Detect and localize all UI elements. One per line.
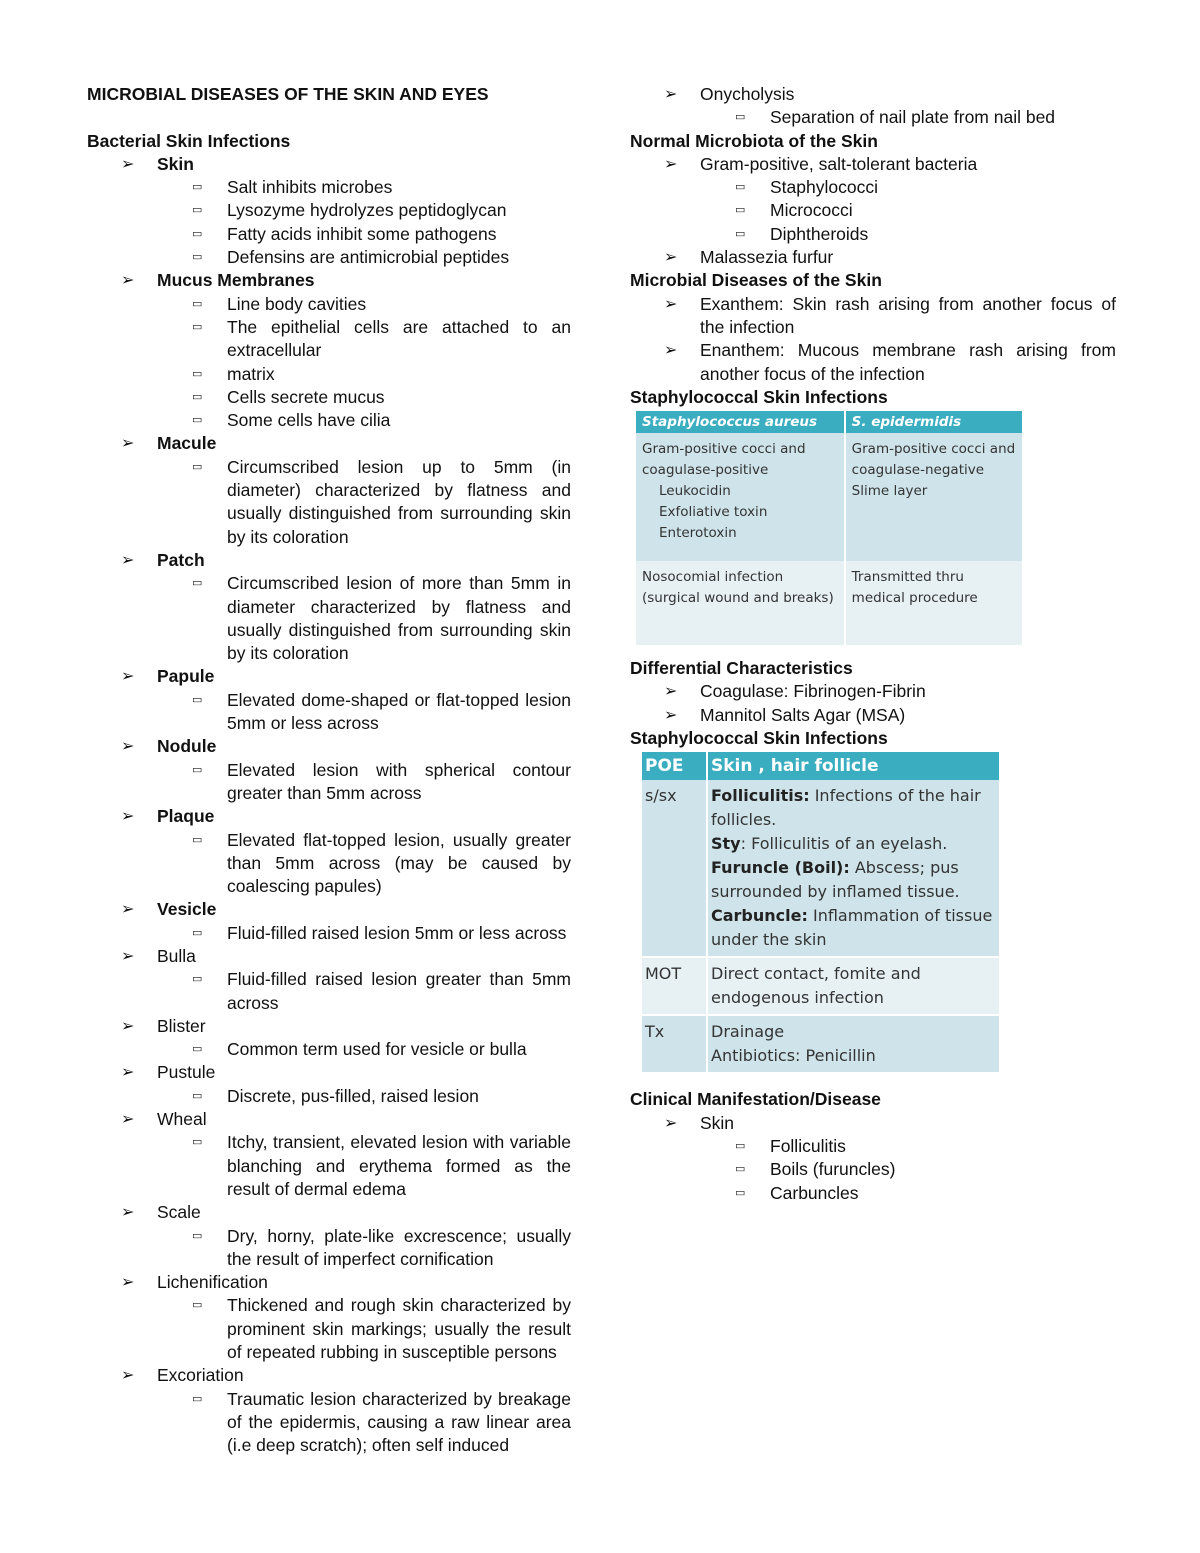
arrow-bullet-icon: ➢ xyxy=(121,1064,135,1082)
sub-list-item-label: Circumscribed lesion of more than 5mm in diameter characterized by flatness and usually distinguished from surrounding skin by its coloration xyxy=(227,573,571,664)
list-item-label: Blister xyxy=(157,1015,206,1036)
sub-list-item-label: Separation of nail plate from nail bed xyxy=(770,107,1056,128)
sub-list-item xyxy=(630,199,1116,222)
list-item-label: Coagulase: Fibrinogen-Fibrin xyxy=(700,681,926,702)
square-bullet-icon: ▭ xyxy=(735,204,746,217)
list-item-label: Nodule xyxy=(157,736,217,757)
sub-list-item xyxy=(87,1388,571,1458)
sub-list-item-label: Traumatic lesion characterized by breakage of the epidermis, causing a raw linear area (i.e deep scratch); often self induced xyxy=(227,1388,571,1456)
list-item xyxy=(630,339,1116,386)
list-item xyxy=(87,1271,571,1294)
table-row xyxy=(642,957,1000,1015)
list-item xyxy=(87,549,571,572)
arrow-bullet-icon: ➢ xyxy=(121,435,135,453)
section-heading-normal-microbiota: Normal Microbiota of the Skin xyxy=(630,130,878,151)
sub-list-item xyxy=(87,246,571,269)
sub-list-item-label: Lysozyme hydrolyzes peptidoglycan xyxy=(227,200,507,221)
list-item xyxy=(630,704,1116,727)
list-item-label: Enanthem: Mucous membrane rash arising from another focus of the infection xyxy=(700,340,1116,384)
sub-list-item-label: Elevated lesion with spherical contour greater than 5mm across xyxy=(227,759,571,803)
table-cell: Nosocomial infection (surgical wound and breaks) xyxy=(636,561,845,645)
list-item xyxy=(630,83,1116,106)
square-bullet-icon: ▭ xyxy=(192,1136,203,1149)
list-item-label: Patch xyxy=(157,549,205,570)
square-bullet-icon: ▭ xyxy=(192,460,203,473)
arrow-bullet-icon: ➢ xyxy=(121,1274,135,1292)
definition: Inflammation of tissue under the skin xyxy=(711,906,993,950)
cell-text xyxy=(711,904,996,952)
list-item-label: Skin xyxy=(700,1112,735,1133)
sub-list-item xyxy=(87,176,571,199)
square-bullet-icon: ▭ xyxy=(192,204,203,217)
list-item-label: Mannitol Salts Agar (MSA) xyxy=(700,704,906,725)
list-item xyxy=(87,153,571,176)
term: Folliculitis: xyxy=(711,786,810,806)
list-item-label: Excoriation xyxy=(157,1365,244,1386)
section-heading-differential: Differential Characteristics xyxy=(630,658,853,679)
list-item xyxy=(87,1015,571,1038)
list-item xyxy=(630,680,1116,703)
arrow-bullet-icon: ➢ xyxy=(121,155,135,173)
sub-list-item xyxy=(630,176,1116,199)
square-bullet-icon: ▭ xyxy=(192,181,203,194)
sub-list-item-label: Some cells have cilia xyxy=(227,410,391,431)
section-heading-microbial-diseases: Microbial Diseases of the Skin xyxy=(630,270,882,291)
sub-list-item-label: Micrococci xyxy=(770,200,853,221)
square-bullet-icon: ▭ xyxy=(192,227,203,240)
table-cell xyxy=(707,780,1000,957)
list-item xyxy=(87,898,571,921)
arrow-bullet-icon: ➢ xyxy=(121,272,135,290)
arrow-bullet-icon: ➢ xyxy=(664,86,678,103)
square-bullet-icon: ▭ xyxy=(735,181,746,194)
sub-list-item-label: Fluid-filled raised lesion greater than 5mm across xyxy=(227,969,571,1013)
square-bullet-icon: ▭ xyxy=(192,367,203,380)
sub-list-item-label: Elevated dome-shaped or flat-topped lesion 5mm or less across xyxy=(227,689,571,734)
arrow-bullet-icon: ➢ xyxy=(664,155,678,173)
cell-text xyxy=(711,784,996,832)
onycholysis-list xyxy=(630,83,1116,130)
left-column xyxy=(87,83,571,1458)
cell-text: Leukocidin xyxy=(659,483,731,500)
square-bullet-icon: ▭ xyxy=(192,320,203,333)
right-column xyxy=(630,83,1116,1205)
section-heading-clinical: Clinical Manifestation/Disease xyxy=(630,1089,881,1110)
square-bullet-icon: ▭ xyxy=(192,693,203,706)
list-item-label: Mucus Membranes xyxy=(157,270,315,291)
arrow-bullet-icon: ➢ xyxy=(121,808,135,826)
sub-list-item xyxy=(87,1085,571,1108)
sub-list-item xyxy=(87,386,571,409)
square-bullet-icon: ▭ xyxy=(192,973,203,986)
list-item-label: Macule xyxy=(157,433,217,454)
table-cell xyxy=(636,433,845,561)
list-item-label: Onycholysis xyxy=(700,84,795,104)
sub-list-item-label: Line body cavities xyxy=(227,293,367,314)
list-item xyxy=(87,269,571,292)
cell-text: Gram-positive cocci and coagulase-positive xyxy=(642,441,806,479)
differential-list xyxy=(630,680,1116,727)
row-key: s/sx xyxy=(642,780,707,957)
sub-list-item xyxy=(630,223,1116,246)
table-header-poe: POE xyxy=(642,752,707,780)
cell-text: Gram-positive cocci and coagulase-negative xyxy=(851,441,1016,479)
list-item xyxy=(87,1108,571,1131)
square-bullet-icon: ▭ xyxy=(192,1043,203,1056)
square-bullet-icon: ▭ xyxy=(192,251,203,264)
sub-list-item-label: The epithelial cells are attached to an extracellular xyxy=(227,316,571,361)
arrow-bullet-icon: ➢ xyxy=(121,901,135,919)
table-row xyxy=(642,1015,1000,1073)
list-item xyxy=(87,432,571,455)
table-header-s-aureus: Staphylococcus aureus xyxy=(636,411,845,433)
cell-text xyxy=(711,856,996,904)
sub-list-item-label: Thickened and rough skin characterized by prominent skin markings; usually the result of repeated rubbing in susceptible persons xyxy=(227,1295,571,1363)
section-heading-staph-1: Staphylococcal Skin Infections xyxy=(630,386,888,407)
sub-list-item xyxy=(630,1135,1116,1158)
section-heading-staph-2: Staphylococcal Skin Infections xyxy=(630,728,888,749)
table-cell xyxy=(845,433,1023,561)
normal-microbiota-list xyxy=(630,153,1116,269)
sub-list-item xyxy=(87,759,571,806)
arrow-bullet-icon: ➢ xyxy=(121,1111,135,1129)
list-item xyxy=(87,1201,571,1224)
sub-list-item-label: Staphylococci xyxy=(770,177,878,198)
bacterial-list xyxy=(87,153,571,1458)
list-item-label: Lichenification xyxy=(157,1272,268,1293)
arrow-bullet-icon: ➢ xyxy=(664,342,678,360)
table-row xyxy=(642,780,1000,957)
arrow-bullet-icon: ➢ xyxy=(121,947,135,965)
list-item-label: Papule xyxy=(157,666,215,687)
list-item xyxy=(87,665,571,688)
sub-list-item-label: matrix xyxy=(227,363,275,384)
arrow-bullet-icon: ➢ xyxy=(664,683,678,701)
sub-list-item xyxy=(87,1038,571,1061)
sub-list-item-label: Fatty acids inhibit some pathogens xyxy=(227,223,497,244)
sub-list-item-label: Diphtheroids xyxy=(770,223,869,244)
square-bullet-icon: ▭ xyxy=(192,390,203,403)
arrow-bullet-icon: ➢ xyxy=(121,738,135,756)
sub-list-item xyxy=(630,1158,1116,1181)
sub-list-item xyxy=(87,363,571,386)
square-bullet-icon: ▭ xyxy=(735,227,746,240)
microbial-diseases-list xyxy=(630,293,1116,386)
clinical-list xyxy=(630,1112,1116,1205)
list-item-label: Malassezia furfur xyxy=(700,247,834,268)
square-bullet-icon: ▭ xyxy=(735,1163,746,1176)
arrow-bullet-icon: ➢ xyxy=(664,249,678,267)
list-item-label: Pustule xyxy=(157,1062,216,1083)
sub-list-item-label: Circumscribed lesion up to 5mm (in diameter) characterized by flatness and usually distinguished from surrounding skin by its coloration xyxy=(227,456,571,547)
arrow-bullet-icon: ➢ xyxy=(664,295,678,313)
list-item-label: Scale xyxy=(157,1202,201,1223)
square-bullet-icon: ▭ xyxy=(192,926,203,939)
square-bullet-icon: ▭ xyxy=(192,414,203,427)
arrow-bullet-icon: ➢ xyxy=(121,668,135,686)
list-item-label: Plaque xyxy=(157,806,215,827)
square-bullet-icon: ▭ xyxy=(192,1229,203,1242)
cell-text: Exfoliative toxin xyxy=(659,504,768,521)
sub-list-item xyxy=(87,293,571,316)
sub-list-item-label: Folliculitis xyxy=(770,1135,846,1156)
definition: Abscess; pus surrounded by inflamed tissue. xyxy=(711,858,960,902)
arrow-bullet-icon: ➢ xyxy=(664,1114,678,1132)
arrow-bullet-icon: ➢ xyxy=(664,706,678,724)
sub-list-item xyxy=(87,829,571,899)
sub-list-item-label: Common term used for vesicle or bulla xyxy=(227,1039,527,1060)
spacer xyxy=(87,106,571,129)
sub-list-item-label: Itchy, transient, elevated lesion with variable blanching and erythema formed as the result of dermal edema xyxy=(227,1132,571,1199)
list-item-label: Skin xyxy=(157,153,194,174)
square-bullet-icon: ▭ xyxy=(192,1089,203,1102)
sub-list-item xyxy=(87,572,571,665)
list-item xyxy=(630,1112,1116,1135)
square-bullet-icon: ▭ xyxy=(192,297,203,310)
staph-species-table xyxy=(636,411,1024,645)
square-bullet-icon: ▭ xyxy=(192,833,203,846)
arrow-bullet-icon: ➢ xyxy=(121,1204,135,1222)
sub-list-item-label: Discrete, pus-filled, raised lesion xyxy=(227,1085,479,1106)
list-item xyxy=(87,1061,571,1084)
list-item xyxy=(630,246,1116,269)
sub-list-item-label: Salt inhibits microbes xyxy=(227,177,393,198)
sub-list-item xyxy=(87,199,571,222)
list-item-label: Gram-positive, salt-tolerant bacteria xyxy=(700,153,978,174)
sub-list-item xyxy=(87,968,571,1015)
list-item-label: Exanthem: Skin rash arising from another focus of the infection xyxy=(700,293,1116,337)
term: Carbuncle: xyxy=(711,906,808,926)
sub-list-item-label: Elevated flat-topped lesion, usually greater than 5mm across (may be caused by coalescing papules) xyxy=(227,829,571,897)
table-row xyxy=(636,561,1023,645)
square-bullet-icon: ▭ xyxy=(192,1392,203,1405)
arrow-bullet-icon: ➢ xyxy=(121,1017,135,1035)
sub-list-item xyxy=(87,456,571,549)
sub-list-item xyxy=(87,922,571,945)
document-title: MICROBIAL DISEASES OF THE SKIN AND EYES xyxy=(87,84,489,104)
square-bullet-icon: ▭ xyxy=(735,1139,746,1152)
list-item xyxy=(87,1364,571,1387)
table-cell: Transmitted thru medical procedure xyxy=(845,561,1023,645)
sub-list-item xyxy=(630,1182,1116,1205)
sub-list-item-label: Boils (furuncles) xyxy=(770,1159,896,1180)
sub-list-item-label: Fluid-filled raised lesion 5mm or less across xyxy=(227,922,567,943)
table-cell: Direct contact, fomite and endogenous infection xyxy=(707,957,1000,1015)
row-key: MOT xyxy=(642,957,707,1015)
list-item-label: Vesicle xyxy=(157,899,217,920)
cell-text: Drainage xyxy=(711,1022,785,1042)
sub-list-item xyxy=(87,409,571,432)
table-cell xyxy=(707,1015,1000,1073)
table-row xyxy=(636,433,1023,561)
table-header-site: Skin , hair follicle xyxy=(707,752,1000,780)
table-header-s-epidermidis: S. epidermidis xyxy=(845,411,1023,433)
arrow-bullet-icon: ➢ xyxy=(121,1367,135,1385)
sub-list-item-label: Carbuncles xyxy=(770,1182,859,1203)
section-heading-bacterial: Bacterial Skin Infections xyxy=(87,130,291,151)
list-item-label: Bulla xyxy=(157,945,196,966)
sub-list-item xyxy=(87,316,571,363)
list-item xyxy=(87,735,571,758)
square-bullet-icon: ▭ xyxy=(735,1186,746,1199)
sub-list-item-label: Cells secrete mucus xyxy=(227,386,385,407)
square-bullet-icon: ▭ xyxy=(192,1299,203,1312)
row-key: Tx xyxy=(642,1015,707,1073)
arrow-bullet-icon: ➢ xyxy=(121,551,135,569)
sub-list-item xyxy=(87,1225,571,1272)
sub-list-item xyxy=(87,223,571,246)
list-item-label: Wheal xyxy=(157,1109,207,1130)
term: Sty xyxy=(711,834,741,854)
list-item xyxy=(87,805,571,828)
square-bullet-icon: ▭ xyxy=(192,577,203,590)
cell-text: Antibiotics: Penicillin xyxy=(711,1046,876,1066)
square-bullet-icon: ▭ xyxy=(735,111,746,124)
sub-list-item xyxy=(87,689,571,736)
sub-list-item xyxy=(87,1294,571,1364)
list-item xyxy=(630,293,1116,340)
definition: : Folliculitis of an eyelash. xyxy=(740,834,948,854)
definition: Infections of the hair follicles. xyxy=(711,786,981,830)
list-item xyxy=(630,153,1116,176)
sub-list-item xyxy=(630,106,1116,129)
staph-poe-table xyxy=(642,752,1001,1074)
term: Furuncle (Boil): xyxy=(711,858,850,878)
cell-text: Slime layer xyxy=(851,483,928,500)
sub-list-item-label: Dry, horny, plate-like excrescence; usually the result of imperfect cornification xyxy=(227,1225,571,1269)
square-bullet-icon: ▭ xyxy=(192,763,203,776)
list-item xyxy=(87,945,571,968)
cell-text xyxy=(711,832,996,856)
sub-list-item-label: Defensins are antimicrobial peptides xyxy=(227,247,510,268)
cell-text: Enterotoxin xyxy=(659,525,737,542)
sub-list-item xyxy=(87,1131,571,1201)
